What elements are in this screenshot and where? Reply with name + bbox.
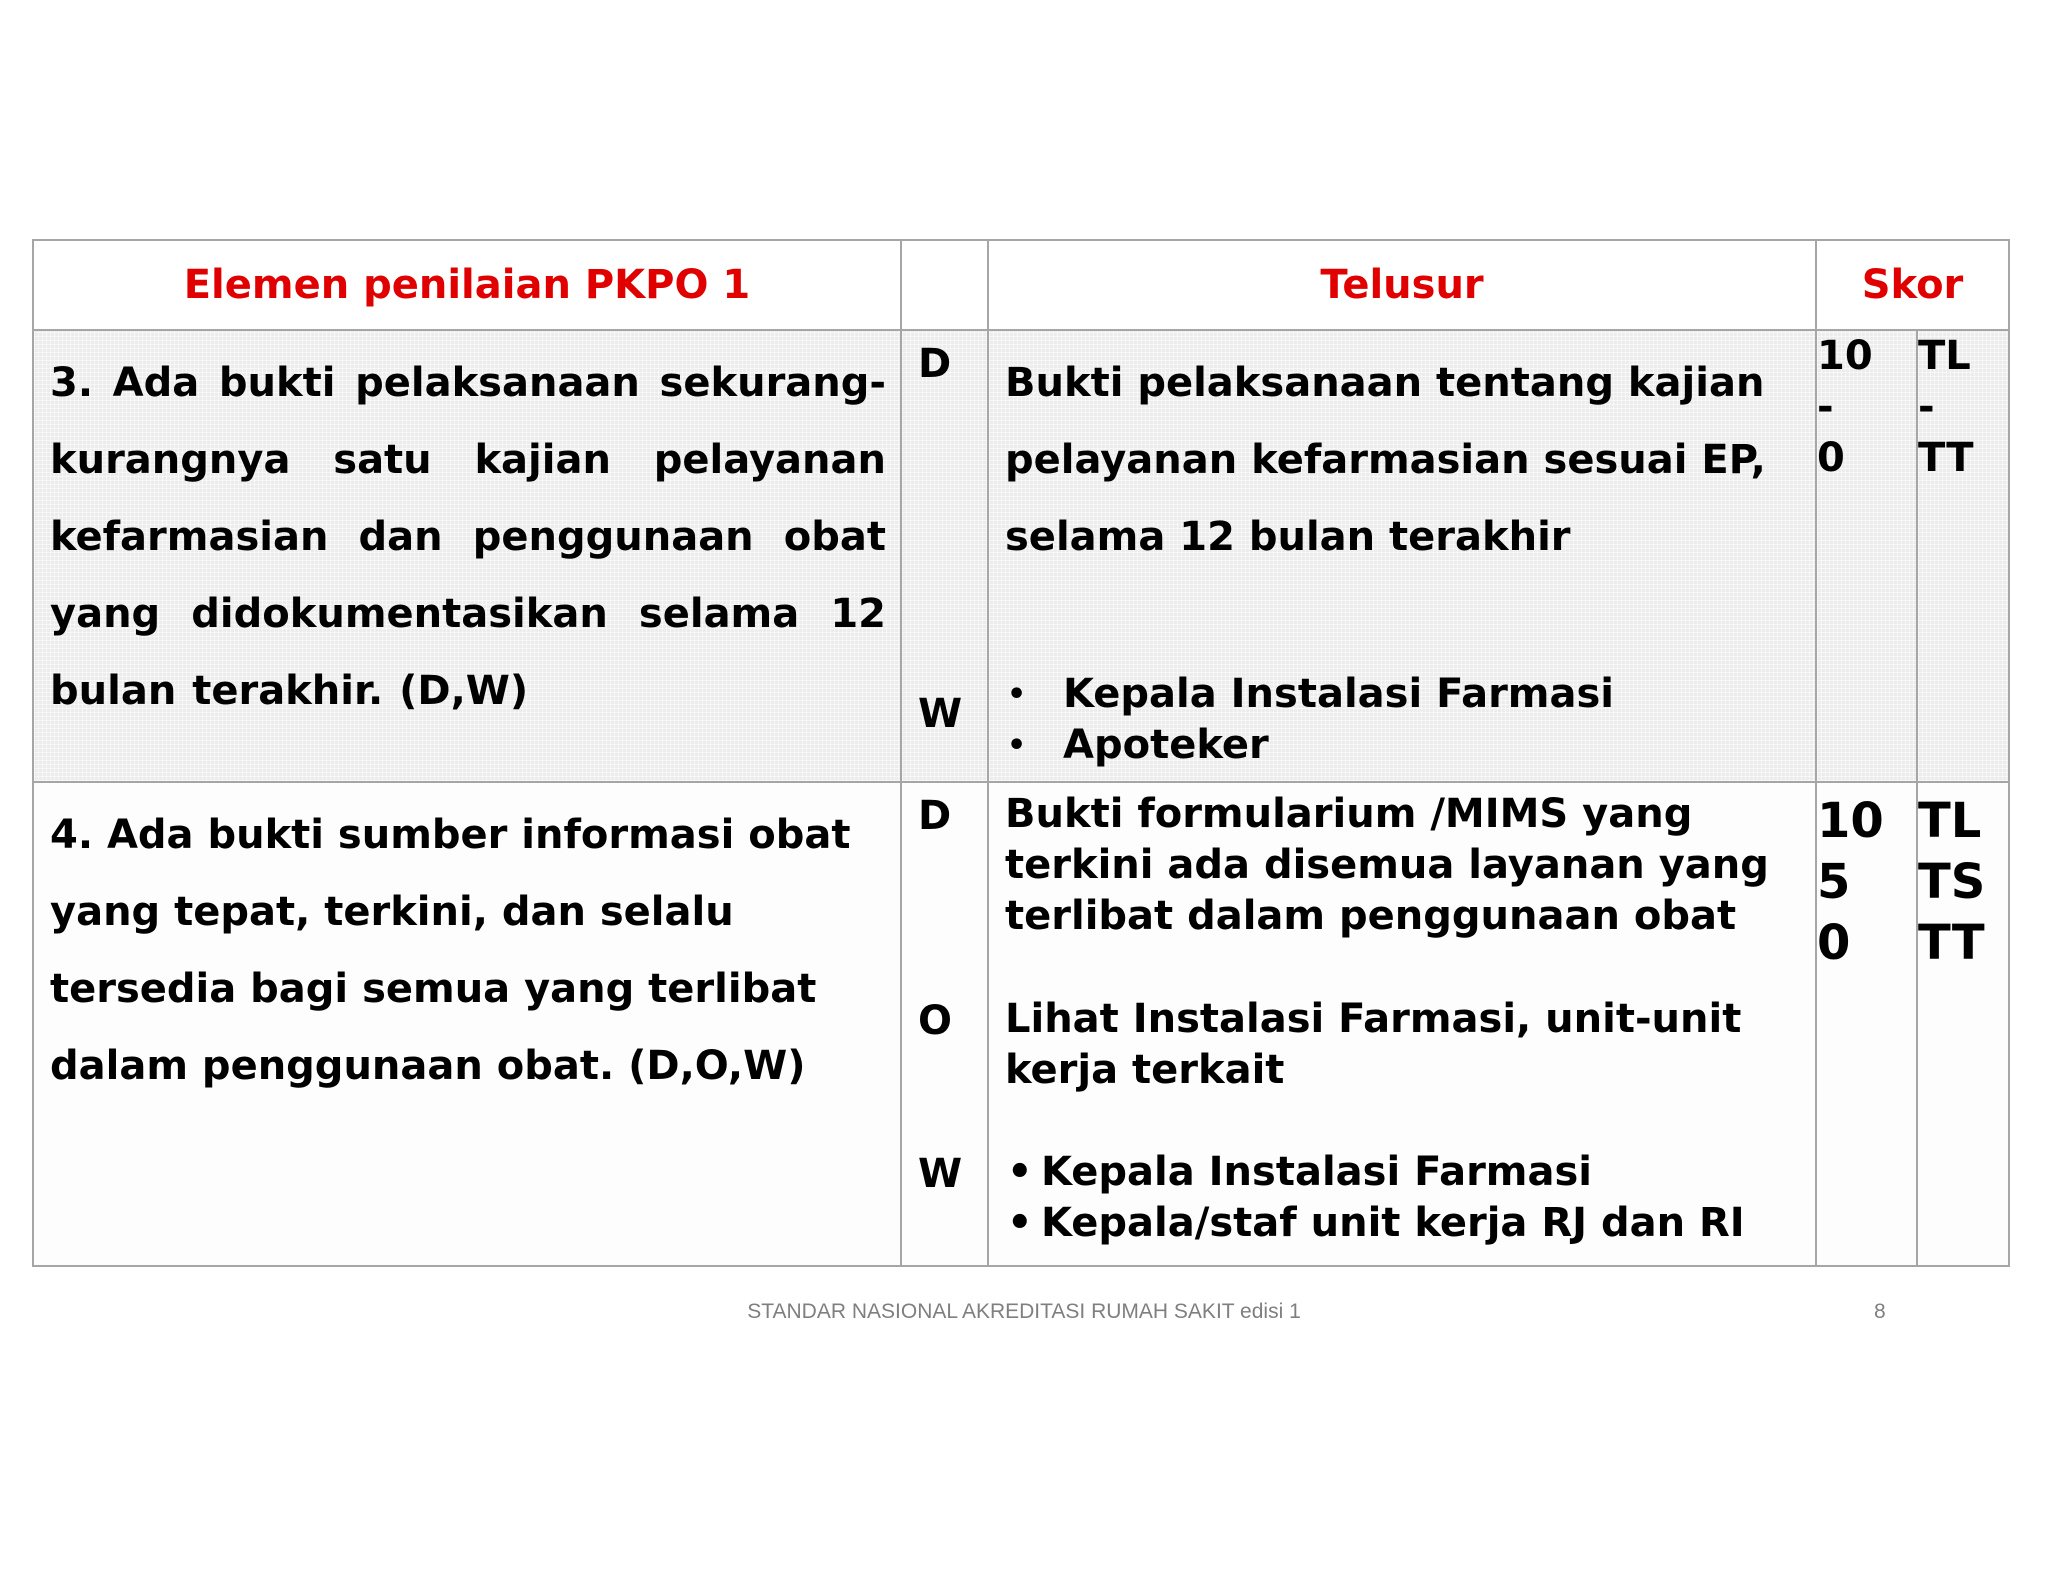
bullet-icon: •	[1007, 1149, 1033, 1195]
telusur-bullets-ep4	[1005, 1147, 1745, 1249]
list-item	[1005, 1147, 1745, 1198]
bullet-icon: •	[1007, 677, 1027, 712]
telusur-main-ep3: Bukti pelaksanaan tentang kajian pelayanan kefarmasian sesuai EP, selama 12 bulan terakhir	[1005, 360, 1766, 560]
score-value: 0	[1817, 435, 1845, 481]
method-cell-ep3	[901, 330, 988, 782]
element-cell-ep4	[33, 782, 901, 1266]
assessment-table	[32, 239, 2010, 1267]
score-labels-ep3	[1917, 330, 2009, 782]
telusur-o-ep4: Lihat Instalasi Farmasi, unit-unit kerja terkait	[1005, 996, 1742, 1093]
telusur-d-ep4: Bukti formularium /MIMS yang terkini ada disemua layanan yang terlibat dalam penggunaan obat	[1005, 791, 1769, 939]
method-d-ep3: D	[918, 341, 952, 387]
element-text-ep4: 4. Ada bukti sumber informasi obat yang tepat, terkini, dan selalu tersedia bagi semua yang terlibat dalam penggunaan obat. (D,O,W)	[50, 812, 851, 1089]
table-row-ep4	[33, 782, 2009, 1266]
bullet-text: Kepala Instalasi Farmasi	[1063, 671, 1614, 717]
list-item	[1005, 720, 1614, 771]
method-w-ep3: W	[918, 691, 963, 737]
method-cell-ep4	[901, 782, 988, 1266]
score-label: TL	[1918, 793, 1982, 849]
score-values-ep4	[1816, 782, 1917, 1266]
table-header-row	[33, 240, 2009, 330]
method-w-ep4: W	[918, 1151, 963, 1197]
score-value: 0	[1817, 915, 1851, 971]
score-value: -	[1817, 384, 1834, 430]
bullet-text: Kepala Instalasi Farmasi	[1041, 1149, 1592, 1195]
telusur-cell-ep3	[988, 330, 1816, 782]
header-skor: Skor	[1816, 240, 2009, 330]
score-value: 5	[1817, 854, 1851, 910]
telusur-cell-ep4	[988, 782, 1816, 1266]
list-item	[1005, 1198, 1745, 1249]
footer-title: STANDAR NASIONAL AKREDITASI RUMAH SAKIT edisi 1	[747, 1300, 1301, 1323]
element-cell-ep3	[33, 330, 901, 782]
header-method	[901, 240, 988, 330]
score-label: TS	[1918, 854, 1986, 910]
method-o-ep4: O	[918, 998, 953, 1044]
bullet-text: Apoteker	[1063, 722, 1269, 768]
list-item	[1005, 669, 1614, 720]
page-number: 8	[1874, 1300, 1886, 1323]
element-text-ep3: 3. Ada bukti pelaksanaan sekurang-kurangnya satu kajian pelayanan kefarmasian dan penggunaan obat yang didokumentasikan selama 12 bulan terakhir. (D,W)	[50, 360, 886, 714]
score-label: TL	[1918, 333, 1971, 379]
header-element: Elemen penilaian PKPO 1	[33, 240, 901, 330]
score-value: 10	[1817, 333, 1873, 379]
telusur-bullets-ep3	[1005, 669, 1614, 771]
score-values-ep3	[1816, 330, 1917, 782]
score-labels-ep4	[1917, 782, 2009, 1266]
score-label: TT	[1918, 435, 1974, 481]
score-label: TT	[1918, 915, 1985, 971]
method-d-ep4: D	[918, 793, 952, 839]
score-label: -	[1918, 384, 1935, 430]
header-telusur: Telusur	[988, 240, 1816, 330]
score-value: 10	[1817, 793, 1884, 849]
bullet-icon: •	[1007, 728, 1027, 763]
bullet-icon: •	[1007, 1200, 1033, 1246]
table-row-ep3	[33, 330, 2009, 782]
bullet-text: Kepala/staf unit kerja RJ dan RI	[1041, 1200, 1745, 1246]
